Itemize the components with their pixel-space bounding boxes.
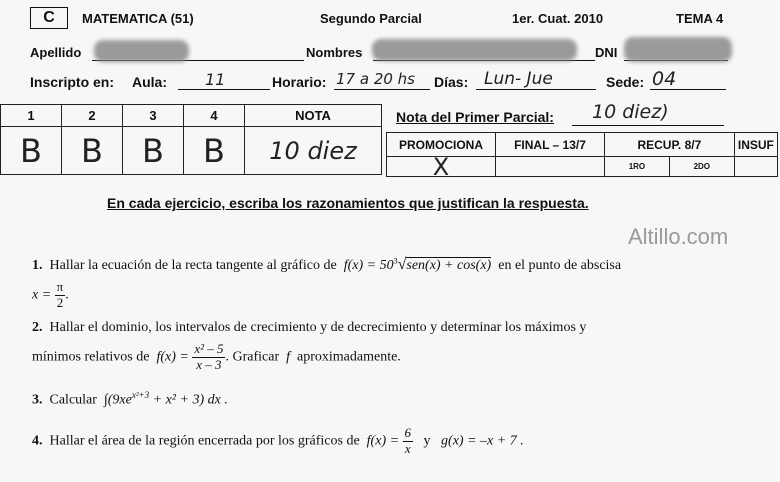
- question-4-numerator: 6: [404, 425, 412, 440]
- result-insuf-cell: [734, 157, 777, 177]
- question-1-two: 2: [56, 294, 64, 310]
- result-insuf: INSUF: [734, 133, 777, 157]
- question-3-integral: ∫(9xe: [103, 392, 132, 408]
- dias-line: [476, 89, 596, 90]
- first-partial-value: 10 diez): [592, 101, 669, 123]
- exam-name: Segundo Parcial: [320, 11, 422, 26]
- question-1: [32, 256, 621, 274]
- radical-sign-icon: √: [397, 256, 407, 273]
- grade-value-1: B: [1, 127, 62, 175]
- grade-header-4: 4: [184, 105, 245, 127]
- question-3-integral-2: + x² + 3) dx .: [152, 392, 228, 408]
- subject-title: MATEMATICA (51): [82, 11, 194, 26]
- question-2-text-2: mínimos relativos de: [32, 349, 150, 365]
- question-4-function: f(x) =: [366, 433, 400, 449]
- dni-redaction: [624, 37, 732, 62]
- question-2-line-2: [32, 342, 401, 373]
- question-4-fraction: [403, 426, 414, 457]
- question-2-denominator: x – 3: [196, 356, 222, 372]
- aula-label: Aula:: [132, 74, 167, 90]
- instruction-text: En cada ejercicio, escriba los razonamientos que justifican la respuesta.: [107, 195, 589, 211]
- sede-label: Sede:: [606, 74, 645, 90]
- sede-line: [650, 89, 726, 90]
- question-2-fraction: [192, 342, 225, 373]
- nombres-redaction: [372, 39, 577, 61]
- result-recup: RECUP. 8/7: [605, 133, 735, 157]
- question-2-text-4: aproximadamente.: [297, 349, 401, 365]
- result-final: FINAL – 13/7: [496, 133, 605, 157]
- question-2-f: f: [286, 349, 291, 365]
- question-3-exponent: x²+3: [131, 390, 150, 400]
- question-2-function: f(x) =: [156, 349, 189, 365]
- question-1-pi: π: [56, 279, 64, 294]
- question-1-point: x = $\frac{\pi}{2}$ .: [32, 279, 69, 310]
- question-1-function: f(x) = 50: [343, 258, 394, 273]
- question-2-text-3: . Graficar: [225, 349, 280, 365]
- question-1-text-2: en el punto de abscisa: [498, 258, 622, 273]
- question-3-number: 3.: [32, 392, 43, 408]
- question-2-text: Hallar el dominio, los intervalos de crecimiento y de decrecimiento y determinar los máximos y: [49, 320, 587, 335]
- watermark: Altillo.com: [628, 224, 729, 249]
- question-1-x: x =: [32, 287, 52, 303]
- horario-value: 17 a 20 hs: [336, 70, 415, 88]
- question-4-g: g(x) = –x + 7 .: [441, 433, 524, 449]
- sede-value: 04: [652, 68, 677, 90]
- grade-header-nota: NOTA: [245, 105, 382, 127]
- grade-value-nota: 10 diez: [245, 127, 382, 175]
- first-partial-label: Nota del Primer Parcial:: [396, 109, 554, 125]
- apellido-redaction: [94, 40, 189, 62]
- question-4-denominator: x: [404, 440, 411, 456]
- question-2-number: 2.: [32, 320, 43, 335]
- question-4-y: y: [423, 433, 431, 449]
- exam-term: 1er. Cuat. 2010: [512, 11, 604, 26]
- aula-value: 11: [205, 70, 226, 89]
- dni-label: DNI: [595, 45, 618, 60]
- question-4-number: 4.: [32, 433, 43, 449]
- first-partial-line: [572, 125, 724, 126]
- question-1-radicand: sen(x) + cos(x): [406, 258, 492, 273]
- question-3: [32, 390, 228, 409]
- question-2-numerator: x² – 5: [194, 341, 224, 356]
- result-table: [386, 132, 778, 181]
- inscripto-label: Inscripto en:: [30, 74, 115, 90]
- grades-table: [0, 104, 382, 175]
- question-1-number: 1.: [32, 258, 43, 273]
- result-mark: X: [387, 157, 496, 177]
- exam-code-box: C: [30, 7, 68, 29]
- question-1-fraction: [55, 280, 66, 311]
- result-promociona: PROMOCIONA: [387, 133, 496, 157]
- grade-value-2: B: [62, 127, 123, 175]
- grade-value-3: B: [123, 127, 184, 175]
- grade-header-3: 3: [123, 105, 184, 127]
- grade-header-1: 1: [1, 105, 62, 127]
- question-4: [32, 426, 524, 457]
- dias-label: Días:: [434, 74, 469, 90]
- result-recup-1ro: 1RO: [605, 157, 670, 177]
- apellido-label: Apellido: [30, 45, 82, 60]
- nombres-label: Nombres: [306, 45, 363, 60]
- result-recup-2do: 2DO: [669, 157, 734, 177]
- question-1-text: Hallar la ecuación de la recta tangente al gráfico de: [49, 258, 337, 273]
- horario-label: Horario:: [272, 74, 327, 90]
- question-4-text: Hallar el área de la región encerrada por los gráficos de: [49, 433, 360, 449]
- question-3-text: Calcular: [49, 392, 97, 408]
- grade-value-4: B: [184, 127, 245, 175]
- question-2: [32, 320, 586, 336]
- exam-tema: TEMA 4: [676, 11, 724, 26]
- dias-value: Lun- Jue: [484, 69, 553, 89]
- question-1-root-index: 3: [393, 256, 398, 266]
- grade-header-2: 2: [62, 105, 123, 127]
- aula-line: [178, 89, 270, 90]
- horario-line: [334, 89, 430, 90]
- result-final-cell: [496, 157, 605, 177]
